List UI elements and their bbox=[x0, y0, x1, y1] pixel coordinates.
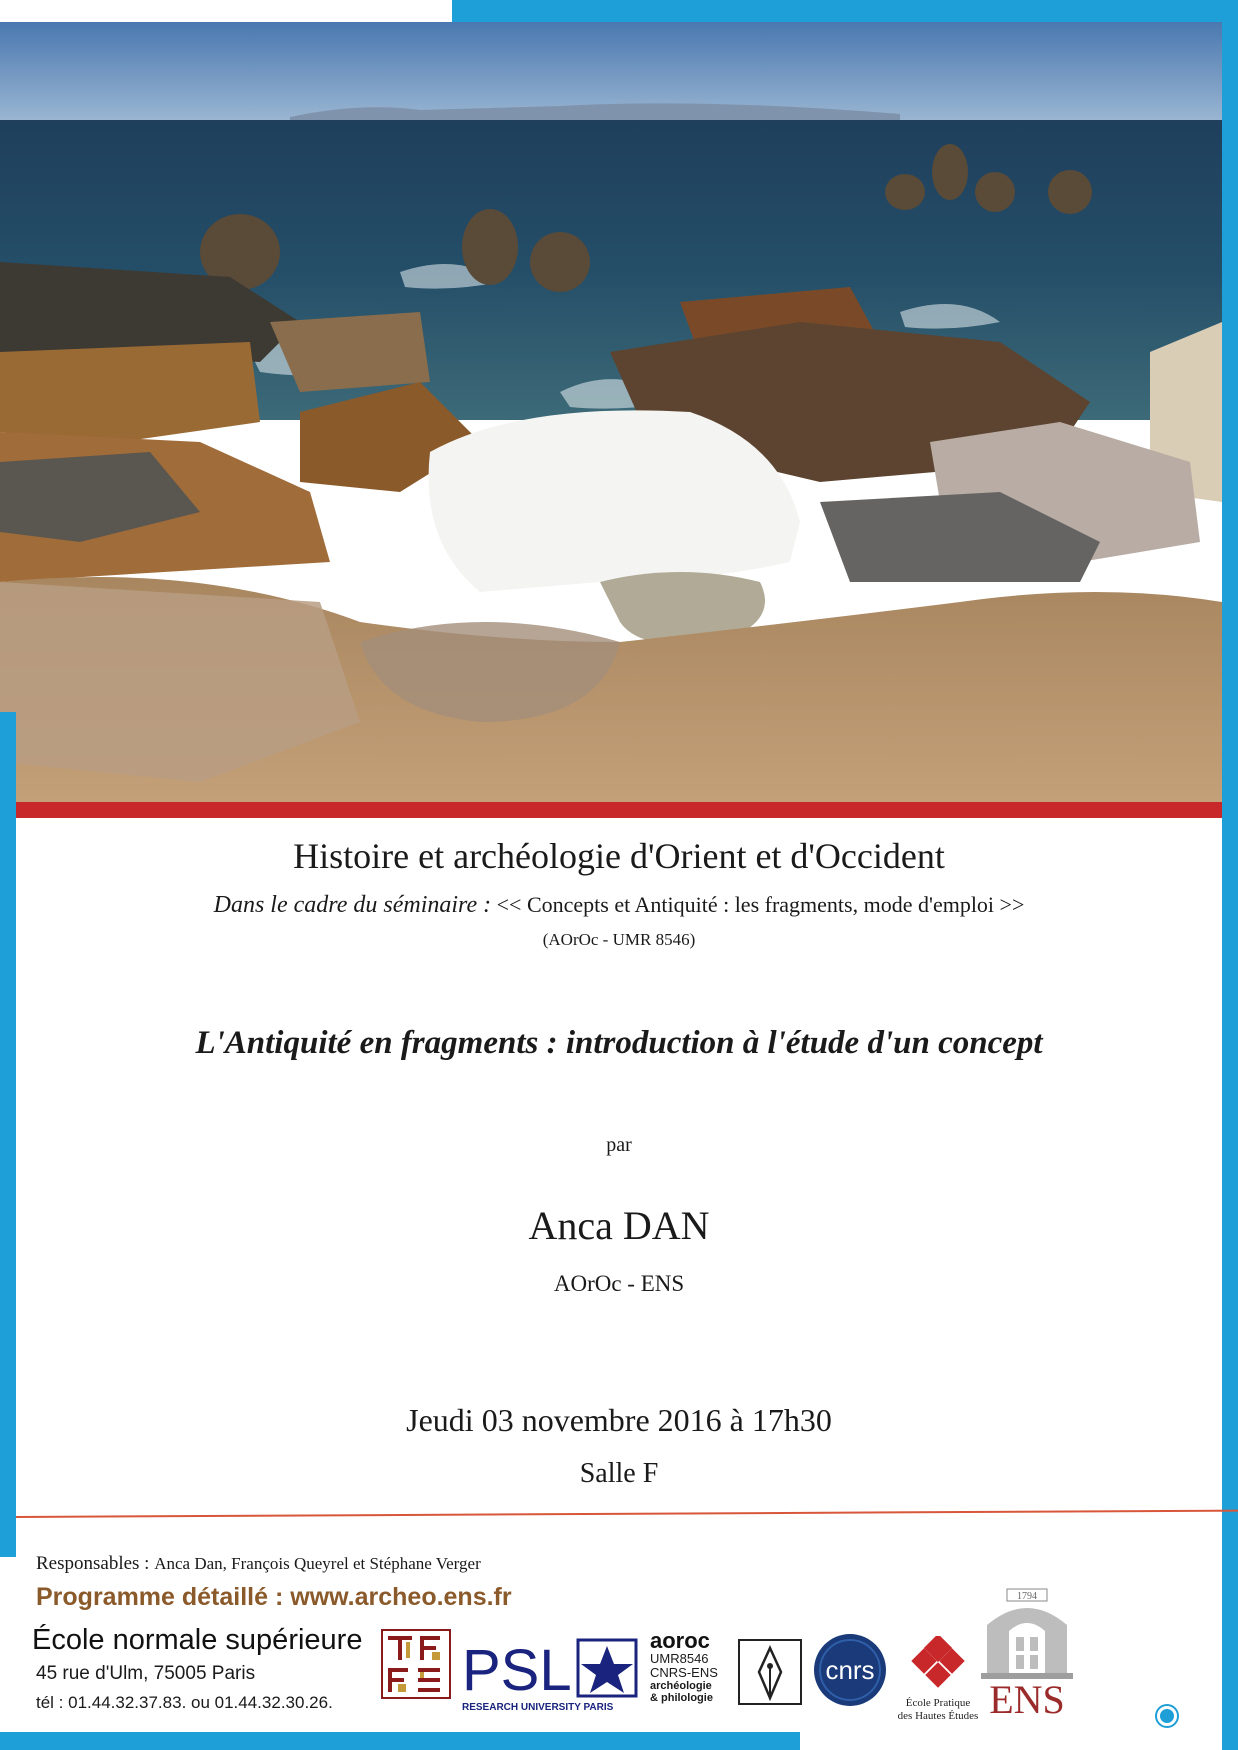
aoroc-umr: UMR8546 bbox=[650, 1651, 709, 1666]
footer-divider bbox=[16, 1510, 1238, 1518]
seashore-rocks-image bbox=[0, 22, 1222, 802]
seminar-line bbox=[16, 892, 1222, 919]
corner-circle-icon bbox=[1157, 1706, 1177, 1726]
cnrs-logo bbox=[812, 1632, 888, 1708]
transferts-logo bbox=[380, 1628, 452, 1700]
ens-text: ENS bbox=[989, 1677, 1065, 1717]
programme-link[interactable]: Programme détaillé : www.archeo.ens.fr bbox=[36, 1583, 512, 1611]
lecture-title: L'Antiquité en fragments : introduction à l'étude d'un concept bbox=[195, 1025, 1043, 1061]
responsables-names: Anca Dan, François Queyrel et Stéphane Verger bbox=[154, 1554, 481, 1573]
frame-right-bar bbox=[1222, 0, 1238, 1750]
seminar-intro: Dans le cadre du séminaire : bbox=[213, 892, 492, 918]
by-label: par bbox=[606, 1134, 632, 1156]
ephe-logo bbox=[893, 1636, 983, 1728]
ens-year: 1794 bbox=[1017, 1591, 1037, 1602]
speaker-name: Anca DAN bbox=[528, 1203, 710, 1248]
aoroc-cnrs-ens: CNRS-ENS bbox=[650, 1665, 718, 1680]
ephe-line1: École Pratique bbox=[905, 1697, 971, 1709]
pen-nib-logo bbox=[735, 1636, 805, 1708]
seminar-name: << Concepts et Antiquité : les fragments, mode d'emploi >> bbox=[496, 892, 1025, 917]
frame-bottom-bar bbox=[0, 1732, 800, 1750]
ephe-line2: des Hautes Études bbox=[897, 1710, 979, 1722]
speaker-affiliation: AOrOc - ENS bbox=[553, 1271, 685, 1296]
aoroc-logo bbox=[650, 1630, 730, 1712]
red-separator-band bbox=[16, 802, 1222, 818]
aoroc-name: aoroc bbox=[650, 1628, 710, 1653]
research-unit: (AOrOc - UMR 8546) bbox=[542, 930, 696, 949]
aoroc-philologie: & philologie bbox=[650, 1692, 713, 1704]
cover-photo bbox=[0, 22, 1222, 802]
psl-subtitle: RESEARCH UNIVERSITY PARIS bbox=[462, 1702, 614, 1713]
frame-top-bar bbox=[452, 0, 1238, 22]
series-title: Histoire et archéologie d'Orient et d'Occident bbox=[293, 836, 945, 876]
psl-text: PSL bbox=[462, 1638, 572, 1703]
ens-logo bbox=[975, 1585, 1080, 1717]
frame-left-bar bbox=[0, 712, 16, 1557]
school-address: 45 rue d'Ulm, 75005 Paris bbox=[36, 1663, 256, 1684]
responsables-label: Responsables : bbox=[36, 1553, 150, 1574]
aoroc-archeologie: archéologie bbox=[650, 1680, 712, 1692]
cnrs-text: cnrs bbox=[825, 1655, 875, 1685]
event-room: Salle F bbox=[579, 1458, 659, 1489]
event-date: Jeudi 03 novembre 2016 à 17h30 bbox=[406, 1402, 832, 1438]
psl-logo bbox=[460, 1630, 640, 1714]
school-phone: tél : 01.44.32.37.83. ou 01.44.32.30.26. bbox=[36, 1693, 333, 1712]
school-name: École normale supérieure bbox=[32, 1624, 363, 1656]
responsables-line bbox=[36, 1553, 481, 1575]
